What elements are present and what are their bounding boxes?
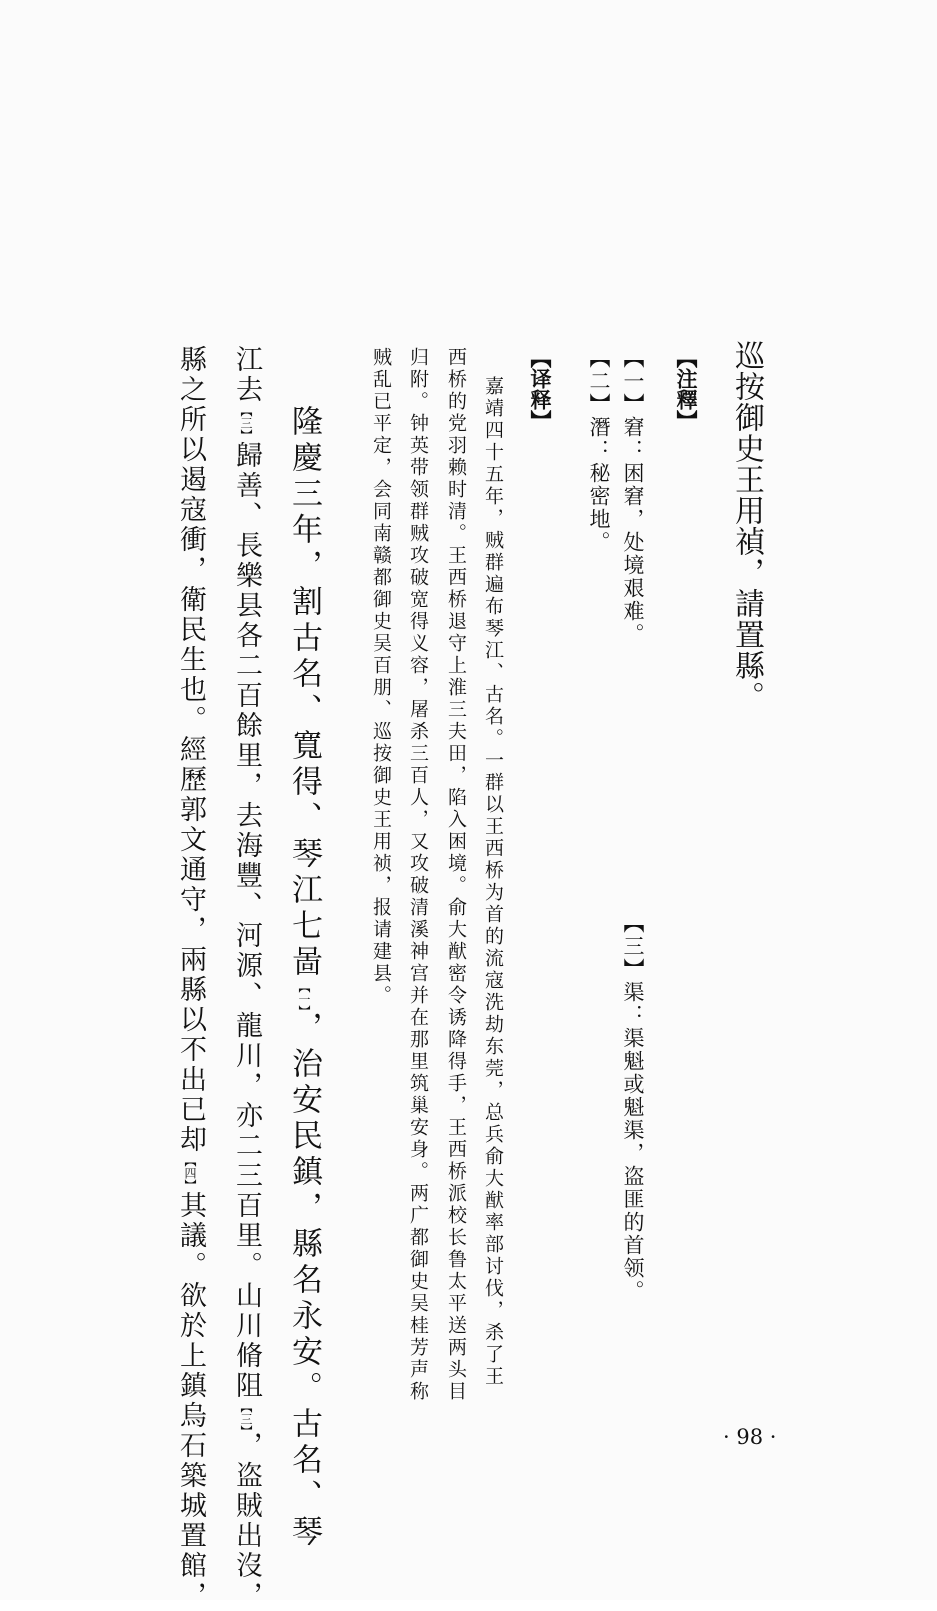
translation-header: 【译释】 (528, 347, 553, 431)
main-text-segment: 隆慶三年，割古名、寬得、琴江七啚 (286, 405, 322, 981)
footnote-marker: 【三】 (239, 1401, 253, 1431)
note-text: 潛：秘密地。 (587, 416, 611, 554)
main-text-segment: 歸善、長樂县各二百餘里，去海豐、河源、龍川，亦二三百里。山川脩阻 (231, 441, 262, 1401)
page-title: 巡按御史王用禎，請置縣。 (729, 340, 764, 712)
footnote-marker: 【三】 (239, 405, 253, 441)
note-text: 渠：渠魁或魁渠，盗匪的首领。 (621, 981, 645, 1303)
translation-line: 归附。钟英带领群贼攻破宽得义容，屠杀三百人，又攻破清溪神宫并在那里筑巢安身。两广都御史吴桂芳声称 (407, 347, 429, 1403)
main-text-segment: 其議。欲於上鎮烏石築城置館， (175, 1191, 206, 1611)
main-text-segment: 江去 (231, 345, 262, 405)
note-item (622, 347, 643, 646)
notes-header: 【注釋】 (674, 347, 699, 431)
note-text: 窘：困窘，处境艰难。 (621, 416, 645, 646)
main-text-line (286, 405, 322, 1551)
translation-line: 贼乱已平定，会同南赣都御史吴百朋、巡按御史王用祯，报请建县。 (370, 347, 392, 1007)
main-text-line (177, 345, 204, 1611)
note-item (588, 347, 609, 554)
footnote-marker: 【一】 (297, 981, 311, 1011)
note-marker: 【二】 (587, 347, 611, 416)
main-text-segment: 縣之所以遏寇衝，衛民生也。經歷郭文通守，兩縣以不出已却 (175, 345, 206, 1155)
main-text-line (233, 345, 260, 1611)
page-number: · 98 · (723, 1425, 777, 1449)
main-text-segment: ，盗賊出沒， (231, 1431, 262, 1611)
translation-line: 嘉靖四十五年，贼群遍布琴江、古名。一群以王西桥为首的流寇洗劫东莞，总兵俞大猷率部讨伐，杀了王 (482, 376, 504, 1388)
note-item (622, 912, 643, 1303)
main-text-segment: ，治安民鎮，縣名永安。古名、琴 (286, 1011, 322, 1551)
translation-line: 西桥的党羽赖时清。王西桥退守上淮三夫田，陷入困境。俞大猷密令诱降得手，王西桥派校长鲁太平送两头目 (445, 347, 467, 1403)
footnote-marker: 【四】 (183, 1155, 197, 1191)
note-marker: 【一】 (621, 347, 645, 416)
note-marker: 【三】 (621, 912, 645, 981)
